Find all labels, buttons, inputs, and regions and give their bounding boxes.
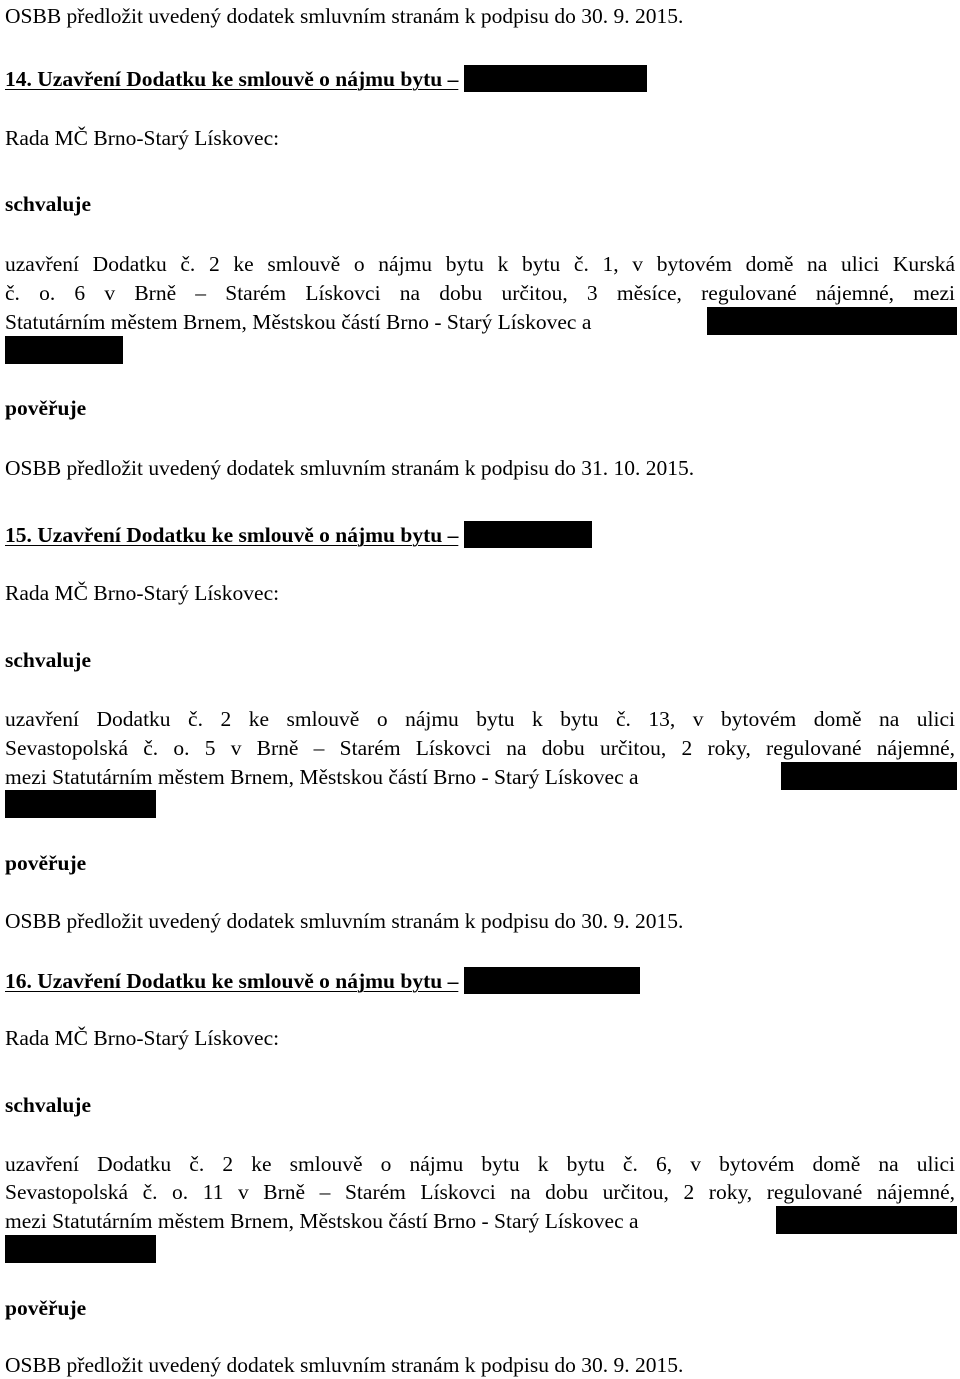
section-16-approves: schvaluje bbox=[5, 1093, 91, 1117]
section-15-authorizes: pověřuje bbox=[5, 851, 87, 875]
section-14-heading-text: 14. Uzavření Dodatku ke smlouvě o nájmu bytu – bbox=[5, 67, 459, 91]
section-15-heading bbox=[5, 521, 592, 548]
section-15-body-line-1: uzavření Dodatku č. 2 ke smlouvě o nájmu bytu k bytu č. 13, v bytovém domě na ulici bbox=[5, 707, 955, 731]
redaction-block bbox=[5, 336, 123, 364]
section-16-instruction: OSBB předložit uvedený dodatek smluvním stranám k podpisu do 30. 9. 2015. bbox=[5, 1353, 684, 1377]
redaction-block bbox=[5, 790, 156, 818]
redaction-block bbox=[464, 521, 592, 548]
section-15-instruction: OSBB předložit uvedený dodatek smluvním stranám k podpisu do 30. 9. 2015. bbox=[5, 909, 684, 933]
section-14-authorizes: pověřuje bbox=[5, 396, 87, 420]
section-16-body-line-3-text: mezi Statutárním městem Brnem, Městskou částí Brno - Starý Lískovec a bbox=[5, 1209, 639, 1233]
section-15-heading-text: 15. Uzavření Dodatku ke smlouvě o nájmu bytu – bbox=[5, 523, 459, 547]
section-14-instruction: OSBB předložit uvedený dodatek smluvním stranám k podpisu do 31. 10. 2015. bbox=[5, 456, 695, 480]
section-15-body-line-3 bbox=[5, 764, 639, 790]
section-15-body-line-2: Sevastopolská č. o. 5 v Brně – Starém Lískovci na dobu určitou, 2 roky, regulované nájemné, bbox=[5, 736, 955, 760]
section-16-body-line-1: uzavření Dodatku č. 2 ke smlouvě o nájmu bytu k bytu č. 6, v bytovém domě na ulici bbox=[5, 1152, 955, 1176]
section-14-council: Rada MČ Brno-Starý Lískovec: bbox=[5, 126, 280, 150]
section-16-council: Rada MČ Brno-Starý Lískovec: bbox=[5, 1026, 280, 1050]
section-14-body-line-2: č. o. 6 v Brně – Starém Lískovci na dobu určitou, 3 měsíce, regulované nájemné, mezi bbox=[5, 281, 955, 305]
section-16-body-line-3 bbox=[5, 1208, 639, 1234]
section-16-heading-text: 16. Uzavření Dodatku ke smlouvě o nájmu bytu – bbox=[5, 969, 459, 993]
section-15-council: Rada MČ Brno-Starý Lískovec: bbox=[5, 581, 280, 605]
redaction-block bbox=[707, 307, 957, 335]
section-16-authorizes: pověřuje bbox=[5, 1296, 87, 1320]
section-14-body-line-1: uzavření Dodatku č. 2 ke smlouvě o nájmu bytu k bytu č. 1, v bytovém domě na ulici Kurská bbox=[5, 252, 955, 276]
redaction-block bbox=[464, 65, 647, 92]
section-16-body-line-2: Sevastopolská č. o. 11 v Brně – Starém Lískovci na dobu určitou, 2 roky, regulované nájemné, bbox=[5, 1180, 955, 1204]
section-15-approves: schvaluje bbox=[5, 648, 91, 672]
section-16-heading bbox=[5, 967, 640, 994]
redaction-block bbox=[5, 1235, 156, 1263]
intro-instruction: OSBB předložit uvedený dodatek smluvním stranám k podpisu do 30. 9. 2015. bbox=[5, 4, 684, 28]
section-14-heading bbox=[5, 65, 647, 92]
section-14-approves: schvaluje bbox=[5, 192, 91, 216]
redaction-block bbox=[464, 967, 640, 994]
section-15-body-line-3-text: mezi Statutárním městem Brnem, Městskou částí Brno - Starý Lískovec a bbox=[5, 765, 639, 789]
redaction-block bbox=[781, 762, 957, 790]
section-14-body-line-3-text: Statutárním městem Brnem, Městskou částí Brno - Starý Lískovec a bbox=[5, 310, 592, 334]
redaction-block bbox=[776, 1206, 957, 1234]
section-14-body-line-3 bbox=[5, 309, 591, 335]
